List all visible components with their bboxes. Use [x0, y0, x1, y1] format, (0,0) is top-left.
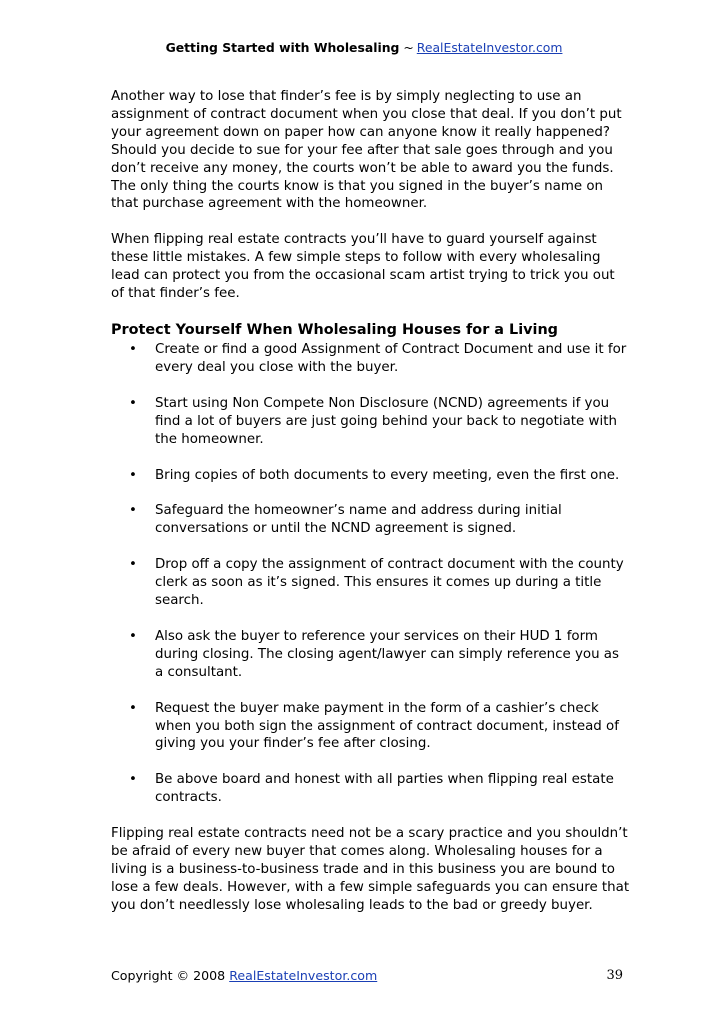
list-item-text: Drop off a copy the assignment of contract document with the county clerk as soon as it’s signed. This ensures it comes up during a title search. [155, 557, 624, 609]
page-footer [111, 968, 623, 984]
footer-copyright: Copyright © 2008 [111, 968, 230, 983]
bullet-icon: • [129, 467, 137, 483]
list-item-text: Also ask the buyer to reference your services on their HUD 1 form during closing. The closing agent/lawyer can simply reference you as a consultant. [155, 628, 619, 680]
list-item-text: Safeguard the homeowner’s name and address during initial conversations or until the NCND agreement is signed. [155, 503, 562, 537]
intro-paragraph-1: Another way to lose that finder’s fee is by simply neglecting to use an assignment of contract document when you close that deal. If you don’t put your agreement down on paper how can anyone know it really happened? Should you decide to sue for your fee after that sale goes through and you don’t receive any money, the courts won’t be able to award you the funds. The only thing the courts know is that you signed in the buyer’s name on that purchase agreement with the homeowner. [111, 89, 622, 212]
list-item [111, 700, 631, 754]
intro-paragraph-2: When flipping real estate contracts you’ll have to guard yourself against these little mistakes. A few simple steps to follow with every wholesaling lead can protect you from the occasional scam artist trying to trick you out of that finder’s fee. [111, 232, 615, 302]
bullet-icon: • [129, 341, 137, 357]
page-header [0, 40, 728, 56]
list-item [111, 341, 631, 377]
header-site-link[interactable]: RealEstateInvestor.com [416, 40, 563, 55]
list-item-text: Bring copies of both documents to every meeting, even the first one. [155, 467, 620, 483]
list-item-text: Be above board and honest with all parties when flipping real estate contracts. [155, 772, 614, 806]
bullet-icon: • [129, 700, 137, 716]
safeguard-list [111, 341, 631, 807]
list-item-text: Request the buyer make payment in the form of a cashier’s check when you both sign the assignment of contract document, instead of giving you your finder’s fee after closing. [155, 700, 619, 752]
body-content [111, 88, 631, 933]
bullet-icon: • [129, 628, 137, 644]
list-item [111, 771, 631, 807]
bullet-icon: • [129, 772, 137, 788]
closing-paragraph: Flipping real estate contracts need not be a scary practice and you shouldn’t be afraid of every new buyer that comes along. Wholesaling houses for a living is a business-to-business trade and in this business you are bound to lose a few deals. However, with a few simple safeguards you can ensure that you don’t needlessly lose wholesaling leads to the bad or greedy buyer. [111, 826, 630, 913]
section-heading: Protect Yourself When Wholesaling Houses for a Living [111, 321, 558, 338]
list-item [111, 502, 631, 538]
bullet-icon: • [129, 503, 137, 519]
list-item [111, 628, 631, 682]
bullet-icon: • [129, 557, 137, 573]
list-item-text: Start using Non Compete Non Disclosure (NCND) agreements if you find a lot of buyers are just going behind your back to negotiate with the homeowner. [155, 395, 617, 447]
footer-site-link[interactable]: RealEstateInvestor.com [229, 968, 378, 983]
list-item [111, 467, 631, 485]
list-item-text: Create or find a good Assignment of Contract Document and use it for every deal you close with the buyer. [155, 341, 627, 375]
header-title: Getting Started with Wholesaling [165, 40, 400, 55]
page-number: 39 [606, 968, 623, 983]
bullet-icon: • [129, 395, 137, 411]
list-item [111, 556, 631, 610]
list-item [111, 395, 631, 449]
header-separator: ~ [403, 40, 414, 55]
